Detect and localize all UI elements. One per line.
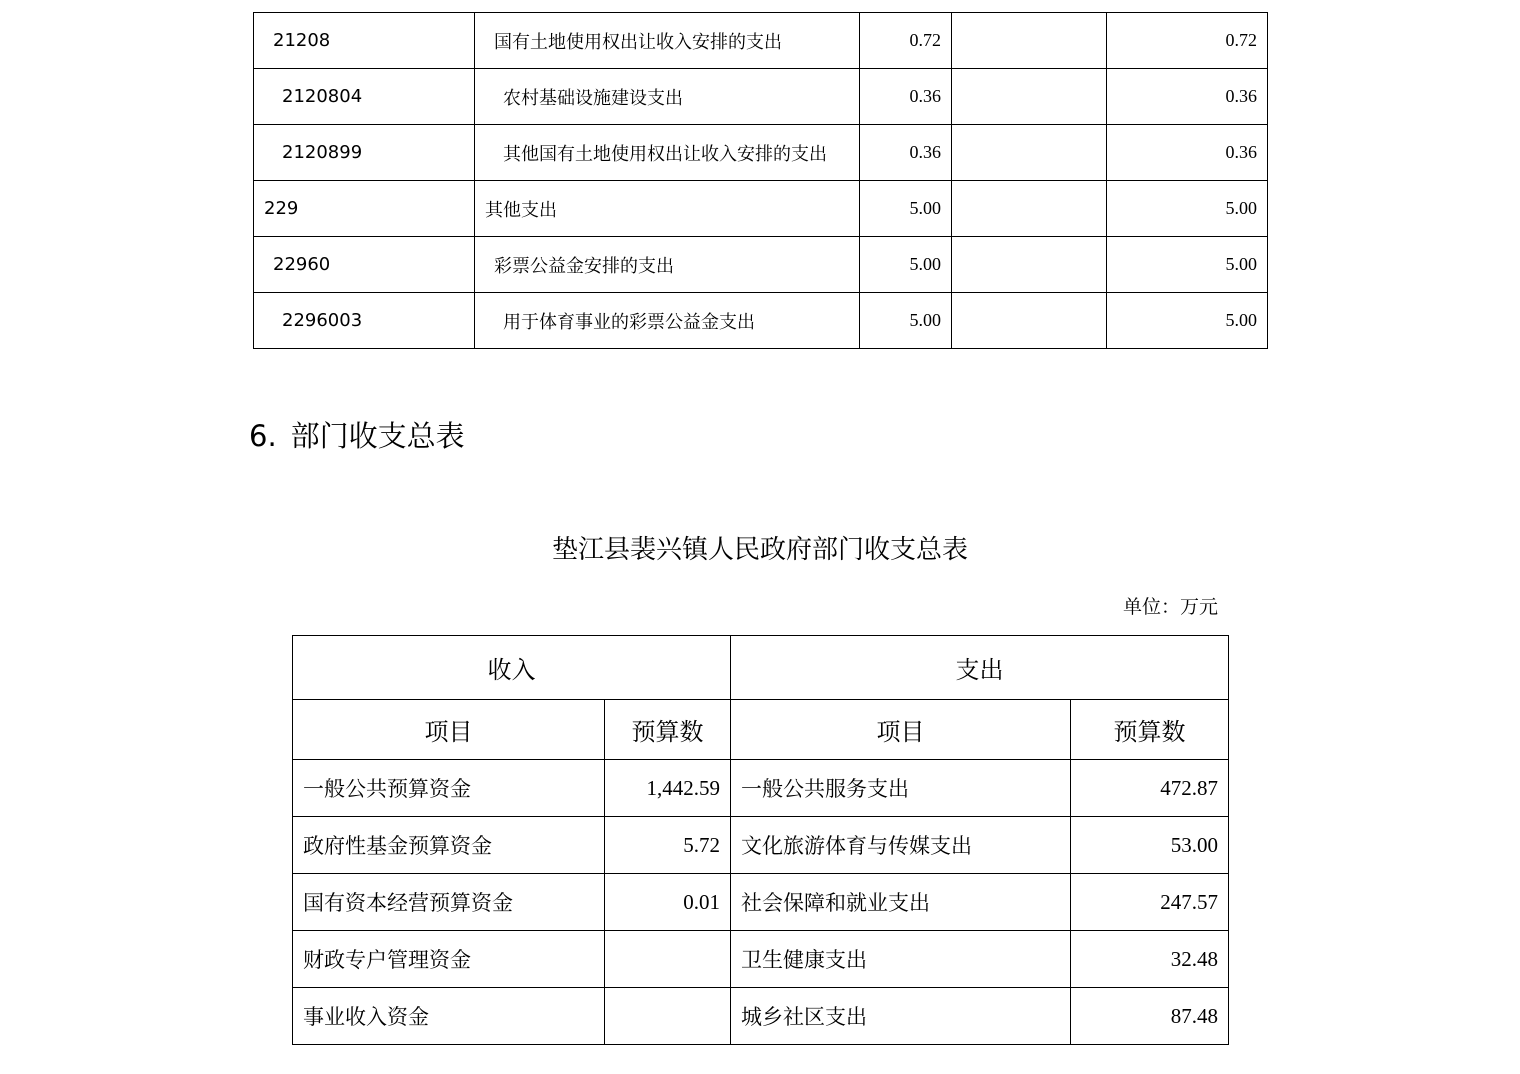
section-title: 部门收支总表 — [290, 419, 465, 453]
expense-header: 支出 — [731, 636, 1229, 700]
expense-code: 2120804 — [254, 69, 475, 125]
income-item: 政府性基金预算资金 — [293, 817, 605, 874]
income-item: 事业收入资金 — [293, 988, 605, 1045]
table-row — [293, 760, 1229, 817]
table-row — [254, 181, 1268, 237]
income-budget-header: 预算数 — [605, 700, 731, 760]
expense-amount: 87.48 — [1071, 988, 1229, 1045]
expense-amount-1: 5.00 — [860, 293, 952, 349]
income-amount: 1,442.59 — [605, 760, 731, 817]
expense-code: 22960 — [254, 237, 475, 293]
expense-amount-3: 0.36 — [1107, 125, 1268, 181]
expense-item: 社会保障和就业支出 — [731, 874, 1071, 931]
group-header-row — [293, 636, 1229, 700]
expense-amount-3: 5.00 — [1107, 237, 1268, 293]
expense-code: 21208 — [254, 13, 475, 69]
expense-amount-1: 5.00 — [860, 181, 952, 237]
expense-name: 用于体育事业的彩票公益金支出 — [475, 293, 860, 349]
expense-amount-1: 0.36 — [860, 69, 952, 125]
expense-item: 文化旅游体育与传媒支出 — [731, 817, 1071, 874]
expense-amount: 32.48 — [1071, 931, 1229, 988]
section-number: 6. — [249, 419, 277, 453]
income-expense-summary-table — [292, 635, 1229, 1045]
expense-name: 其他支出 — [475, 181, 860, 237]
table-row — [254, 125, 1268, 181]
table-row — [254, 13, 1268, 69]
expense-amount-1: 5.00 — [860, 237, 952, 293]
income-amount — [605, 988, 731, 1045]
expense-name: 农村基础设施建设支出 — [475, 69, 860, 125]
expense-amount-3: 5.00 — [1107, 181, 1268, 237]
expense-code: 2296003 — [254, 293, 475, 349]
expense-item: 一般公共服务支出 — [731, 760, 1071, 817]
expense-name: 其他国有土地使用权出让收入安排的支出 — [475, 125, 860, 181]
expense-amount-2 — [952, 125, 1107, 181]
table-row — [293, 874, 1229, 931]
column-header-row — [293, 700, 1229, 760]
expense-amount-3: 0.72 — [1107, 13, 1268, 69]
expense-amount-2 — [952, 13, 1107, 69]
income-amount: 5.72 — [605, 817, 731, 874]
expense-amount-2 — [952, 181, 1107, 237]
expense-amount-1: 0.72 — [860, 13, 952, 69]
income-amount — [605, 931, 731, 988]
expenditure-detail-table — [253, 12, 1268, 349]
table-row — [293, 988, 1229, 1045]
income-item: 一般公共预算资金 — [293, 760, 605, 817]
income-item: 国有资本经营预算资金 — [293, 874, 605, 931]
expense-amount: 247.57 — [1071, 874, 1229, 931]
expense-amount: 472.87 — [1071, 760, 1229, 817]
expense-amount-2 — [952, 69, 1107, 125]
expense-amount-1: 0.36 — [860, 125, 952, 181]
expense-item: 卫生健康支出 — [731, 931, 1071, 988]
table-row — [293, 817, 1229, 874]
expense-name: 国有土地使用权出让收入安排的支出 — [475, 13, 860, 69]
table-row — [254, 69, 1268, 125]
expense-code: 229 — [254, 181, 475, 237]
expense-item-header: 项目 — [731, 700, 1071, 760]
income-item-header: 项目 — [293, 700, 605, 760]
expense-budget-header: 预算数 — [1071, 700, 1229, 760]
table-row — [254, 293, 1268, 349]
income-amount: 0.01 — [605, 874, 731, 931]
summary-table-title: 垫江县裴兴镇人民政府部门收支总表 — [551, 535, 968, 565]
income-item: 财政专户管理资金 — [293, 931, 605, 988]
table-row — [254, 237, 1268, 293]
section-heading — [249, 416, 465, 456]
expense-amount-3: 0.36 — [1107, 69, 1268, 125]
income-header: 收入 — [293, 636, 731, 700]
expense-amount-2 — [952, 237, 1107, 293]
expense-name: 彩票公益金安排的支出 — [475, 237, 860, 293]
expense-amount-3: 5.00 — [1107, 293, 1268, 349]
table-row — [293, 931, 1229, 988]
expense-amount-2 — [952, 293, 1107, 349]
expense-code: 2120899 — [254, 125, 475, 181]
unit-label: 单位：万元 — [1122, 596, 1218, 618]
expense-item: 城乡社区支出 — [731, 988, 1071, 1045]
expense-amount: 53.00 — [1071, 817, 1229, 874]
